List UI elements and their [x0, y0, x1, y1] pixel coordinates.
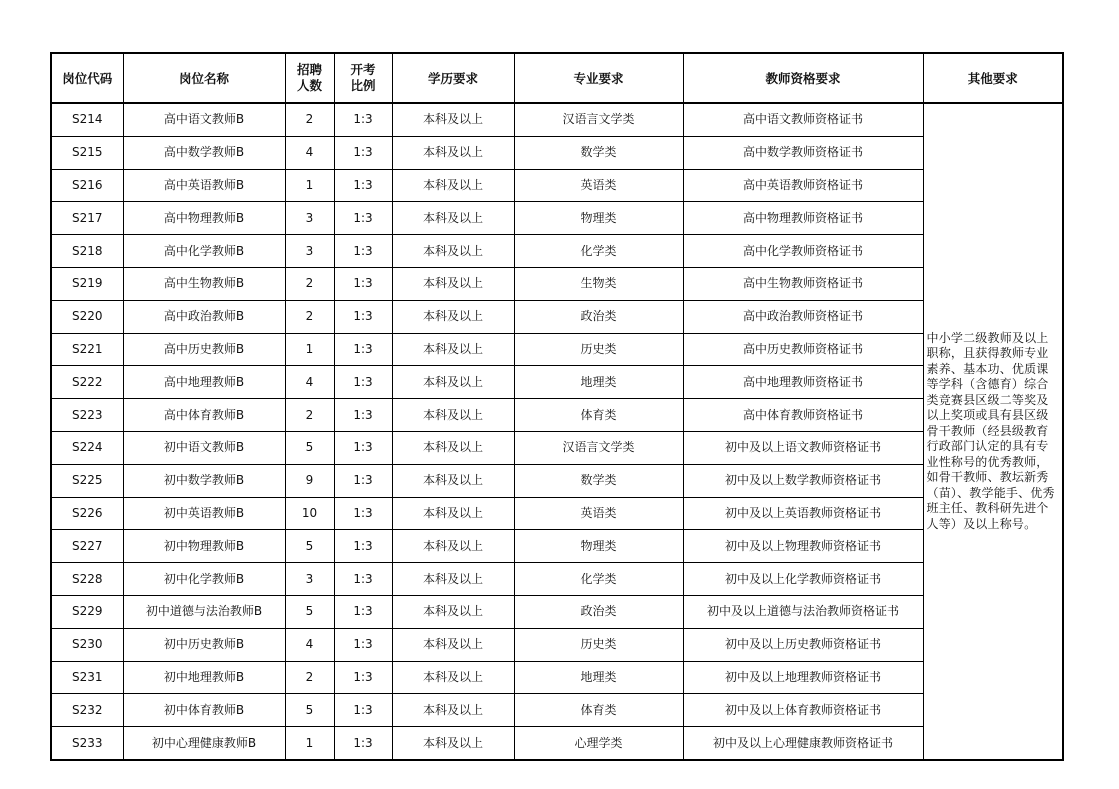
cell-position-name: 初中地理教师B [123, 661, 285, 694]
cell-exam-ratio: 1:3 [334, 497, 392, 530]
header-count [285, 53, 334, 103]
cell-certificate: 初中及以上物理教师资格证书 [683, 530, 923, 563]
cell-certificate: 高中地理教师资格证书 [683, 366, 923, 399]
cell-major: 生物类 [514, 267, 683, 300]
cell-hiring-count: 5 [285, 431, 334, 464]
cell-exam-ratio: 1:3 [334, 530, 392, 563]
cell-code: S232 [51, 694, 123, 727]
cell-certificate: 高中语文教师资格证书 [683, 103, 923, 136]
cell-certificate: 高中历史教师资格证书 [683, 333, 923, 366]
table-row [51, 464, 1063, 497]
cell-education: 本科及以上 [392, 267, 514, 300]
cell-major: 政治类 [514, 595, 683, 628]
cell-hiring-count: 5 [285, 595, 334, 628]
cell-code: S227 [51, 530, 123, 563]
cell-exam-ratio: 1:3 [334, 333, 392, 366]
cell-hiring-count: 5 [285, 530, 334, 563]
cell-major: 历史类 [514, 628, 683, 661]
cell-hiring-count: 10 [285, 497, 334, 530]
cell-certificate: 高中生物教师资格证书 [683, 267, 923, 300]
cell-exam-ratio: 1:3 [334, 464, 392, 497]
header-education: 学历要求 [392, 53, 514, 103]
cell-code: S225 [51, 464, 123, 497]
cell-exam-ratio: 1:3 [334, 431, 392, 464]
cell-education: 本科及以上 [392, 563, 514, 596]
cell-certificate: 初中及以上化学教师资格证书 [683, 563, 923, 596]
cell-hiring-count: 9 [285, 464, 334, 497]
cell-education: 本科及以上 [392, 366, 514, 399]
cell-code: S214 [51, 103, 123, 136]
cell-code: S226 [51, 497, 123, 530]
cell-position-name: 初中体育教师B [123, 694, 285, 727]
cell-education: 本科及以上 [392, 530, 514, 563]
table-row [51, 202, 1063, 235]
cell-education: 本科及以上 [392, 300, 514, 333]
cell-major: 数学类 [514, 464, 683, 497]
cell-major: 体育类 [514, 399, 683, 432]
cell-position-name: 初中化学教师B [123, 563, 285, 596]
cell-exam-ratio: 1:3 [334, 366, 392, 399]
cell-certificate: 初中及以上数学教师资格证书 [683, 464, 923, 497]
cell-certificate: 初中及以上心理健康教师资格证书 [683, 727, 923, 760]
cell-hiring-count: 2 [285, 399, 334, 432]
cell-exam-ratio: 1:3 [334, 267, 392, 300]
cell-certificate: 高中化学教师资格证书 [683, 235, 923, 268]
cell-position-name: 高中语文教师B [123, 103, 285, 136]
cell-major: 数学类 [514, 136, 683, 169]
cell-certificate: 高中政治教师资格证书 [683, 300, 923, 333]
cell-position-name: 高中化学教师B [123, 235, 285, 268]
cell-major: 政治类 [514, 300, 683, 333]
cell-education: 本科及以上 [392, 103, 514, 136]
table-row [51, 694, 1063, 727]
cell-position-name: 高中体育教师B [123, 399, 285, 432]
cell-hiring-count: 1 [285, 169, 334, 202]
cell-hiring-count: 3 [285, 563, 334, 596]
cell-position-name: 高中地理教师B [123, 366, 285, 399]
cell-code: S231 [51, 661, 123, 694]
cell-certificate: 初中及以上地理教师资格证书 [683, 661, 923, 694]
table-row [51, 595, 1063, 628]
cell-hiring-count: 2 [285, 267, 334, 300]
cell-position-name: 高中政治教师B [123, 300, 285, 333]
cell-position-name: 初中心理健康教师B [123, 727, 285, 760]
header-ratio [334, 53, 392, 103]
header-count-line1: 招聘 [296, 62, 322, 77]
cell-exam-ratio: 1:3 [334, 563, 392, 596]
header-major: 专业要求 [514, 53, 683, 103]
cell-code: S221 [51, 333, 123, 366]
cell-position-name: 初中英语教师B [123, 497, 285, 530]
cell-exam-ratio: 1:3 [334, 169, 392, 202]
table-row [51, 267, 1063, 300]
cell-hiring-count: 1 [285, 333, 334, 366]
cell-position-name: 初中历史教师B [123, 628, 285, 661]
cell-education: 本科及以上 [392, 497, 514, 530]
cell-code: S219 [51, 267, 123, 300]
cell-hiring-count: 2 [285, 103, 334, 136]
cell-code: S215 [51, 136, 123, 169]
cell-education: 本科及以上 [392, 399, 514, 432]
cell-hiring-count: 3 [285, 202, 334, 235]
cell-major: 物理类 [514, 530, 683, 563]
cell-exam-ratio: 1:3 [334, 103, 392, 136]
cell-certificate: 高中英语教师资格证书 [683, 169, 923, 202]
cell-code: S233 [51, 727, 123, 760]
cell-exam-ratio: 1:3 [334, 399, 392, 432]
cell-major: 汉语言文学类 [514, 431, 683, 464]
header-count-line2: 人数 [296, 78, 322, 93]
cell-education: 本科及以上 [392, 431, 514, 464]
cell-position-name: 高中英语教师B [123, 169, 285, 202]
cell-position-name: 高中物理教师B [123, 202, 285, 235]
cell-certificate: 高中体育教师资格证书 [683, 399, 923, 432]
header-certificate: 教师资格要求 [683, 53, 923, 103]
cell-hiring-count: 4 [285, 366, 334, 399]
cell-hiring-count: 1 [285, 727, 334, 760]
cell-major: 英语类 [514, 497, 683, 530]
table-row [51, 300, 1063, 333]
table-row [51, 628, 1063, 661]
cell-hiring-count: 2 [285, 300, 334, 333]
table-row [51, 727, 1063, 760]
cell-major: 地理类 [514, 366, 683, 399]
recruitment-table [50, 52, 1064, 761]
cell-major: 历史类 [514, 333, 683, 366]
cell-code: S223 [51, 399, 123, 432]
cell-code: S228 [51, 563, 123, 596]
cell-position-name: 初中数学教师B [123, 464, 285, 497]
table-row [51, 563, 1063, 596]
table-header [51, 53, 1063, 103]
cell-certificate: 初中及以上语文教师资格证书 [683, 431, 923, 464]
cell-major: 地理类 [514, 661, 683, 694]
cell-code: S220 [51, 300, 123, 333]
cell-certificate: 高中物理教师资格证书 [683, 202, 923, 235]
cell-exam-ratio: 1:3 [334, 595, 392, 628]
cell-exam-ratio: 1:3 [334, 661, 392, 694]
cell-certificate: 高中数学教师资格证书 [683, 136, 923, 169]
cell-position-name: 高中生物教师B [123, 267, 285, 300]
cell-code: S218 [51, 235, 123, 268]
header-code: 岗位代码 [51, 53, 123, 103]
table-row [51, 103, 1063, 136]
cell-exam-ratio: 1:3 [334, 300, 392, 333]
cell-code: S216 [51, 169, 123, 202]
cell-major: 化学类 [514, 563, 683, 596]
cell-hiring-count: 4 [285, 628, 334, 661]
cell-major: 心理学类 [514, 727, 683, 760]
cell-education: 本科及以上 [392, 136, 514, 169]
cell-position-name: 初中语文教师B [123, 431, 285, 464]
cell-major: 汉语言文学类 [514, 103, 683, 136]
table-row [51, 399, 1063, 432]
cell-education: 本科及以上 [392, 202, 514, 235]
cell-exam-ratio: 1:3 [334, 202, 392, 235]
table-row [51, 497, 1063, 530]
table-row [51, 333, 1063, 366]
cell-education: 本科及以上 [392, 628, 514, 661]
table-row [51, 169, 1063, 202]
cell-code: S222 [51, 366, 123, 399]
cell-exam-ratio: 1:3 [334, 136, 392, 169]
cell-education: 本科及以上 [392, 169, 514, 202]
table-row [51, 136, 1063, 169]
cell-hiring-count: 5 [285, 694, 334, 727]
cell-education: 本科及以上 [392, 333, 514, 366]
cell-certificate: 初中及以上历史教师资格证书 [683, 628, 923, 661]
cell-position-name: 高中历史教师B [123, 333, 285, 366]
cell-exam-ratio: 1:3 [334, 727, 392, 760]
cell-certificate: 初中及以上英语教师资格证书 [683, 497, 923, 530]
cell-position-name: 初中道德与法治教师B [123, 595, 285, 628]
header-other: 其他要求 [923, 53, 1063, 103]
cell-education: 本科及以上 [392, 727, 514, 760]
cell-education: 本科及以上 [392, 694, 514, 727]
cell-position-name: 初中物理教师B [123, 530, 285, 563]
header-row [51, 53, 1063, 103]
cell-major: 化学类 [514, 235, 683, 268]
cell-hiring-count: 4 [285, 136, 334, 169]
cell-code: S229 [51, 595, 123, 628]
cell-major: 体育类 [514, 694, 683, 727]
cell-major: 英语类 [514, 169, 683, 202]
table-row [51, 661, 1063, 694]
cell-certificate: 初中及以上道德与法治教师资格证书 [683, 595, 923, 628]
header-name: 岗位名称 [123, 53, 285, 103]
cell-certificate: 初中及以上体育教师资格证书 [683, 694, 923, 727]
cell-code: S224 [51, 431, 123, 464]
cell-exam-ratio: 1:3 [334, 628, 392, 661]
header-ratio-line1: 开考 [350, 62, 376, 77]
cell-other-requirement: 中小学二级教师及以上职称，且获得教师专业素养、基本功、优质课等学科（含德育）综合类竞赛县区级二等奖及以上奖项或具有县区级骨干教师（经县级教育行政部门认定的具有专业性称号的优秀教师，如骨干教师、教坛新秀（苗）、教学能手、优秀班主任、教科研先进个人等）及以上称号。 [923, 103, 1063, 760]
cell-education: 本科及以上 [392, 464, 514, 497]
cell-hiring-count: 3 [285, 235, 334, 268]
cell-hiring-count: 2 [285, 661, 334, 694]
cell-education: 本科及以上 [392, 661, 514, 694]
table-row [51, 431, 1063, 464]
cell-education: 本科及以上 [392, 595, 514, 628]
table-row [51, 530, 1063, 563]
cell-exam-ratio: 1:3 [334, 235, 392, 268]
cell-position-name: 高中数学教师B [123, 136, 285, 169]
cell-exam-ratio: 1:3 [334, 694, 392, 727]
header-ratio-line2: 比例 [350, 78, 376, 93]
table-body [51, 103, 1063, 760]
table-row [51, 235, 1063, 268]
table-row [51, 366, 1063, 399]
cell-code: S230 [51, 628, 123, 661]
cell-education: 本科及以上 [392, 235, 514, 268]
cell-code: S217 [51, 202, 123, 235]
cell-major: 物理类 [514, 202, 683, 235]
